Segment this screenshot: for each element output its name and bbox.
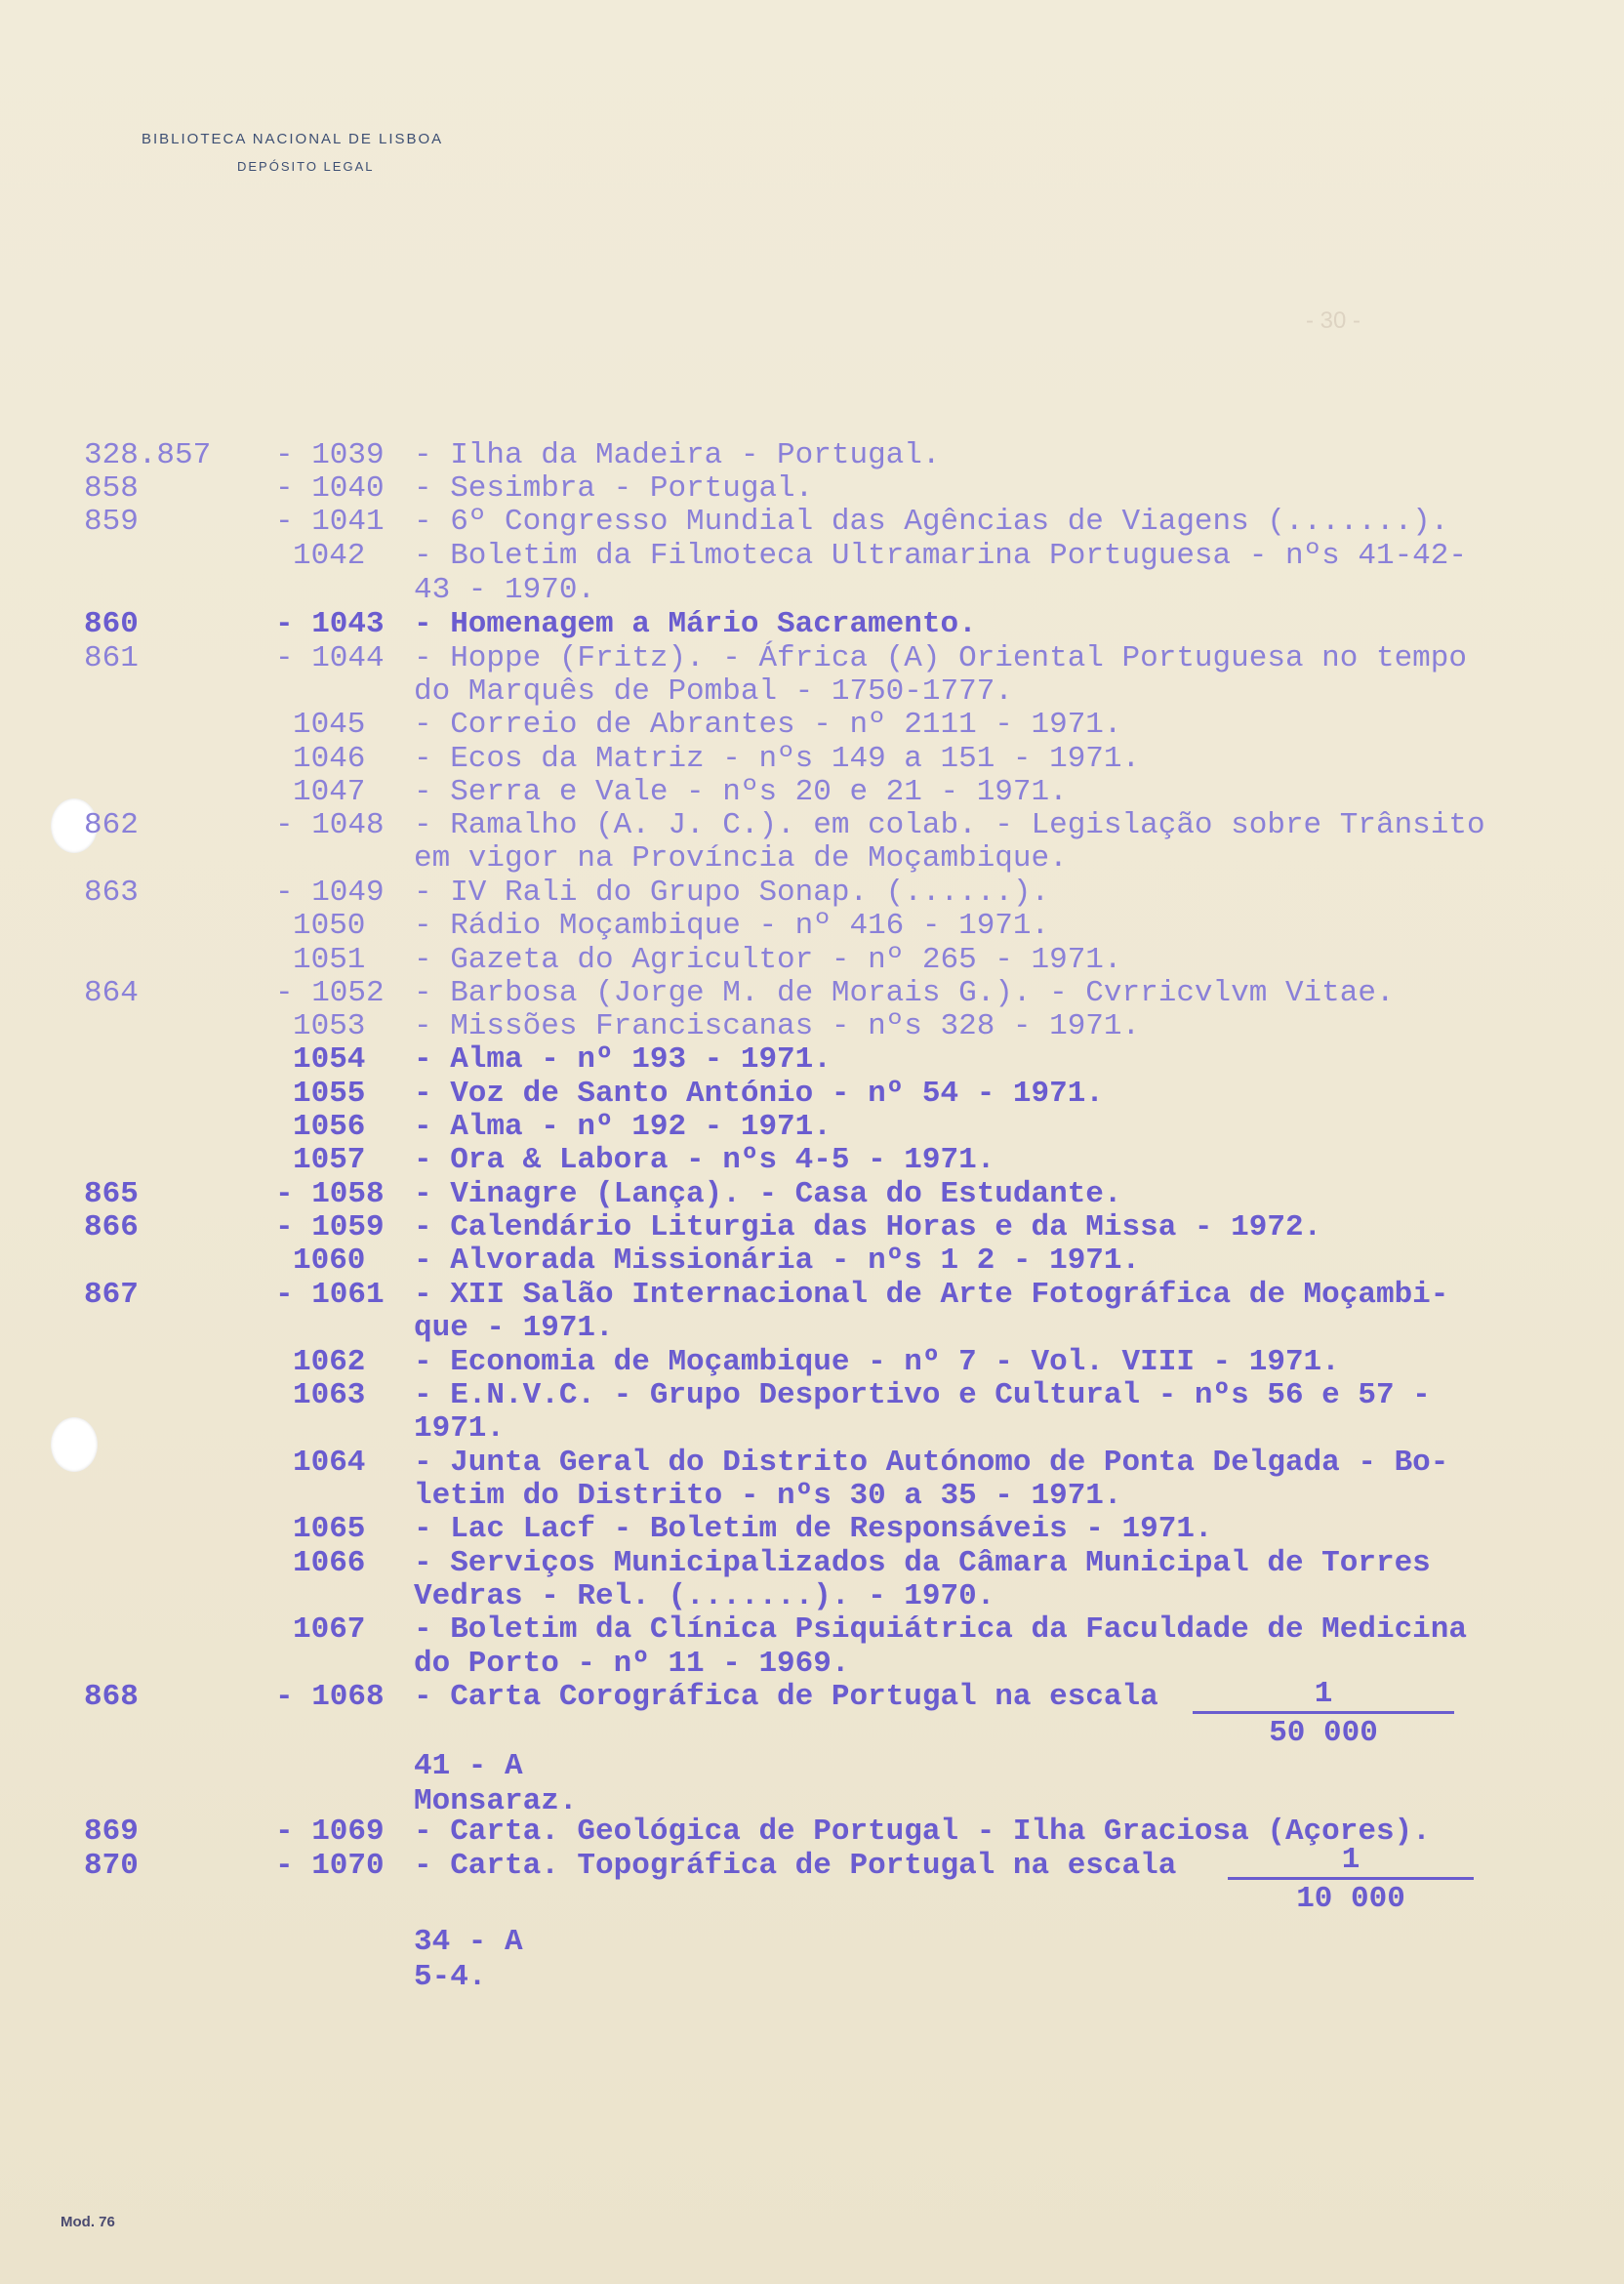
entry-title: - Alma - nº 192 - 1971. xyxy=(414,1110,832,1144)
punch-hole xyxy=(51,1417,98,1472)
entry-title: - Barbosa (Jorge M. de Morais G.). - Cvrricvlvm Vitae. xyxy=(414,976,1395,1010)
form-label: Mod. 76 xyxy=(61,2214,115,2230)
deposit-number: 1042 xyxy=(293,539,366,573)
classification-number: 870 xyxy=(84,1849,139,1883)
entry-title: - Ora & Labora - nºs 4-5 - 1971. xyxy=(414,1143,995,1177)
entry-title: - Carta. Geológica de Portugal - Ilha Graciosa (Açores). xyxy=(414,1815,1431,1849)
deposit-number: - 1068 xyxy=(275,1680,385,1714)
classification-number: 863 xyxy=(84,876,139,910)
entry-title: - E.N.V.C. - Grupo Desportivo e Cultural - nºs 56 e 57 - xyxy=(414,1378,1431,1412)
scale-fraction-1 xyxy=(1193,1677,1454,1750)
map-sheet-code: 34 - A xyxy=(414,1925,523,1959)
deposit-number: 1065 xyxy=(293,1512,366,1546)
scale-numerator: 1 xyxy=(1341,1843,1360,1877)
deposit-number: - 1058 xyxy=(275,1177,385,1211)
deposit-number: 1057 xyxy=(293,1143,366,1177)
deposit-number: 1046 xyxy=(293,742,366,776)
classification-number: 869 xyxy=(84,1815,139,1849)
deposit-number: - 1069 xyxy=(275,1815,385,1849)
deposit-number: 1053 xyxy=(293,1009,366,1043)
deposit-number: 1062 xyxy=(293,1345,366,1379)
entry-title: - Sesimbra - Portugal. xyxy=(414,471,814,506)
entry-title: - Economia de Moçambique - nº 7 - Vol. VIII - 1971. xyxy=(414,1345,1340,1379)
entry-title: - Ramalho (A. J. C.). em colab. - Legislação sobre Trânsito xyxy=(414,808,1485,842)
deposit-number: - 1043 xyxy=(275,607,385,641)
deposit-number: 1050 xyxy=(293,909,366,943)
deposit-number: - 1059 xyxy=(275,1210,385,1244)
entry-title: 43 - 1970. xyxy=(414,573,596,607)
deposit-number: - 1040 xyxy=(275,471,385,506)
entry-title: - Hoppe (Fritz). - África (A) Oriental Portuguesa no tempo xyxy=(414,641,1467,675)
deposit-number: - 1070 xyxy=(275,1849,385,1883)
entry-title: do Porto - nº 11 - 1969. xyxy=(414,1647,850,1681)
classification-number: 867 xyxy=(84,1278,139,1312)
entry-title: - Lac Lacf - Boletim de Responsáveis - 1971. xyxy=(414,1512,1213,1546)
deposit-number: 1051 xyxy=(293,943,366,977)
scale-numerator: 1 xyxy=(1314,1677,1333,1711)
entry-title: - Carta Corográfica de Portugal na escala xyxy=(414,1680,1158,1714)
entry-title: - Ilha da Madeira - Portugal. xyxy=(414,438,941,472)
department-name: DEPÓSITO LEGAL xyxy=(237,159,375,174)
entry-title: - Missões Franciscanas - nºs 328 - 1971. xyxy=(414,1009,1141,1043)
deposit-number: 1047 xyxy=(293,775,366,809)
classification-number: 862 xyxy=(84,808,139,842)
entry-title: - Junta Geral do Distrito Autónomo de Ponta Delgada - Bo- xyxy=(414,1446,1449,1480)
classification-number: 868 xyxy=(84,1680,139,1714)
entry-title: - Alma - nº 193 - 1971. xyxy=(414,1042,832,1077)
entry-title: letim do Distrito - nºs 30 a 35 - 1971. xyxy=(414,1479,1122,1513)
entry-title: - IV Rali do Grupo Sonap. (......). xyxy=(414,876,1050,910)
entry-title: - Serra e Vale - nºs 20 e 21 - 1971. xyxy=(414,775,1068,809)
deposit-number: 1060 xyxy=(293,1244,366,1278)
deposit-number: - 1041 xyxy=(275,505,385,539)
fraction-line xyxy=(1193,1711,1454,1714)
entry-title: - Ecos da Matriz - nºs 149 a 151 - 1971. xyxy=(414,742,1141,776)
entry-title: - Boletim da Clínica Psiquiátrica da Faculdade de Medicina xyxy=(414,1612,1467,1647)
entry-title: em vigor na Província de Moçambique. xyxy=(414,841,1068,876)
deposit-number: - 1061 xyxy=(275,1278,385,1312)
classification-number: 866 xyxy=(84,1210,139,1244)
deposit-number: - 1052 xyxy=(275,976,385,1010)
deposit-number: 1055 xyxy=(293,1077,366,1111)
entry-title: - Rádio Moçambique - nº 416 - 1971. xyxy=(414,909,1050,943)
letterhead xyxy=(142,131,443,174)
entry-title: do Marquês de Pombal - 1750-1777. xyxy=(414,674,1013,709)
scale-fraction-2 xyxy=(1228,1843,1474,1916)
entry-title: 1971. xyxy=(414,1411,506,1446)
deposit-number: 1056 xyxy=(293,1110,366,1144)
map-sheet-name: Monsaraz. xyxy=(414,1784,578,1818)
entry-title: - Vinagre (Lança). - Casa do Estudante. xyxy=(414,1177,1122,1211)
classification-number: 328.857 xyxy=(84,438,212,472)
entry-title: - Gazeta do Agricultor - nº 265 - 1971. xyxy=(414,943,1122,977)
classification-number: 858 xyxy=(84,471,139,506)
deposit-number: - 1044 xyxy=(275,641,385,675)
entry-title: - 6º Congresso Mundial das Agências de Viagens (.......). xyxy=(414,505,1449,539)
institution-name: BIBLIOTECA NACIONAL DE LISBOA xyxy=(142,131,444,147)
deposit-number: - 1049 xyxy=(275,876,385,910)
classification-number: 859 xyxy=(84,505,139,539)
entry-title: - Carta. Topográfica de Portugal na escala xyxy=(414,1849,1177,1883)
entry-title: - Boletim da Filmoteca Ultramarina Portuguesa - nºs 41-42- xyxy=(414,539,1467,573)
deposit-number: - 1039 xyxy=(275,438,385,472)
deposit-number: 1067 xyxy=(293,1612,366,1647)
entry-title: - Homenagem a Mário Sacramento. xyxy=(414,607,977,641)
entry-title: - Calendário Liturgia das Horas e da Missa - 1972. xyxy=(414,1210,1322,1244)
entry-title: - Alvorada Missionária - nºs 1 2 - 1971. xyxy=(414,1244,1141,1278)
classification-number: 860 xyxy=(84,607,139,641)
map-sheet-code: 41 - A xyxy=(414,1749,523,1783)
classification-number: 864 xyxy=(84,976,139,1010)
deposit-number: 1066 xyxy=(293,1546,366,1580)
entry-title: - XII Salão Internacional de Arte Fotográfica de Moçambi- xyxy=(414,1278,1449,1312)
fraction-line xyxy=(1228,1877,1474,1880)
entry-title: Vedras - Rel. (.......). - 1970. xyxy=(414,1579,995,1613)
deposit-number: 1054 xyxy=(293,1042,366,1077)
deposit-number: - 1048 xyxy=(275,808,385,842)
map-sheet-number: 5-4. xyxy=(414,1960,487,1994)
classification-number: 861 xyxy=(84,641,139,675)
deposit-number: 1064 xyxy=(293,1446,366,1480)
entry-title: - Serviços Municipalizados da Câmara Municipal de Torres xyxy=(414,1546,1431,1580)
deposit-number: 1045 xyxy=(293,708,366,742)
entry-title: - Voz de Santo António - nº 54 - 1971. xyxy=(414,1077,1104,1111)
scale-denominator: 50 000 xyxy=(1269,1716,1378,1750)
scale-denominator: 10 000 xyxy=(1296,1882,1405,1916)
deposit-number: 1063 xyxy=(293,1378,366,1412)
entry-title: que - 1971. xyxy=(414,1311,614,1345)
entry-title: - Correio de Abrantes - nº 2111 - 1971. xyxy=(414,708,1122,742)
classification-number: 865 xyxy=(84,1177,139,1211)
page-number: - 30 - xyxy=(1306,307,1361,334)
